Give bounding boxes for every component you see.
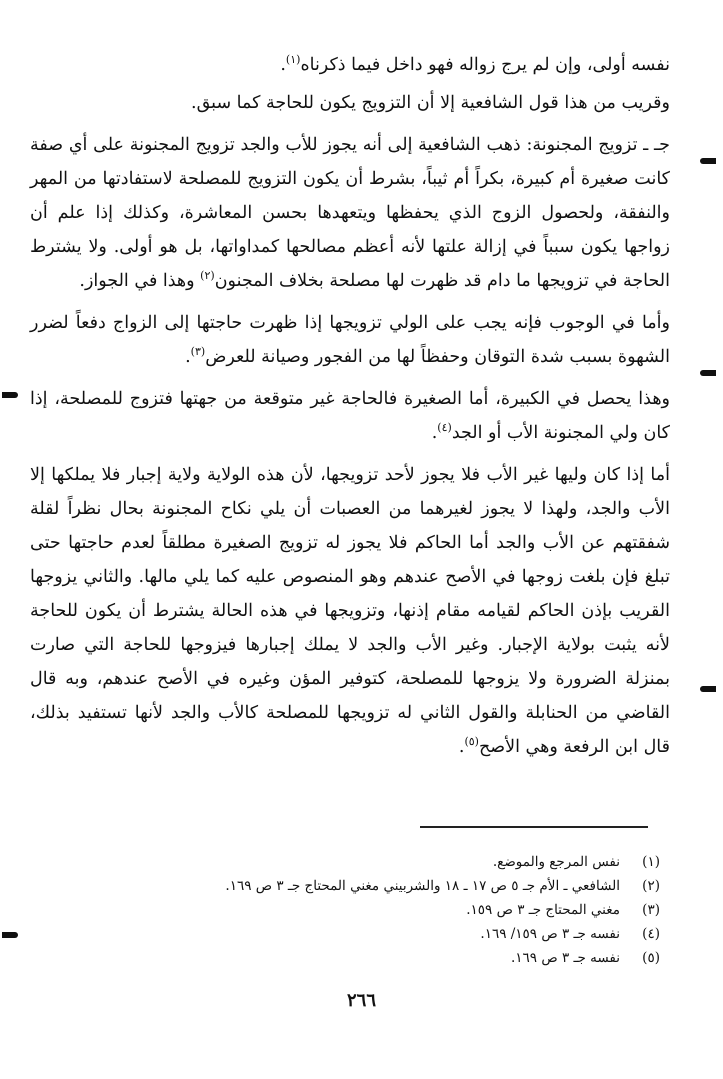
footnote-ref-3: (٣) bbox=[190, 345, 206, 359]
footnote bbox=[40, 946, 660, 970]
footnote bbox=[40, 898, 660, 922]
page-number: ٢٦٦ bbox=[346, 990, 376, 1011]
paragraph-4 bbox=[30, 306, 670, 374]
paragraph-6-text: أما إذا كان وليها غير الأب فلا يجوز لأحد تزويجها، لأن هذه الولاية ولاية إجبار فلا يملكها إلا الأب والجد، ولهذا لا يجوز لغيرهما من العصبات أن يلي نكاح المجنونة بحال نظراً لقلة شفقتهم عن الأب والجد أما الحاكم فلا يجوز له تزويج الصغيرة مطلقاً لعدم حاجتها حتى تبلغ فإن بلغت زوجها في الأصح عندهم وهو المنصوص عليه كما يلي مالها. والثاني يزوجها القريب بإذن الحاكم لقيامه مقام إذنها، وتزويجها في هذه الحالة يشترط أن يكون للحاجة لأنه يثبت بولاية الإجبار. وغير الأب والجد لا يملك إجبارها فيزوجها للحاجة التي صارت بمنزلة الضرورة ولا يزوجها للمصلحة، كتوفير المؤن وغيره في الأصح عندهم، وبه قال القاضي من الحنابلة والقول الثاني له تزويجها للمصلحة كالأب والجد لأنها تستفيد بذلك، قال ابن الرفعة وهي الأصح bbox=[30, 465, 670, 757]
paragraph-5-text: وهذا يحصل في الكبيرة، أما الصغيرة فالحاجة غير متوقعة من جهتها فتزوج للمصلحة، إذا كان ولي المجنونة الأب أو الجد bbox=[30, 389, 670, 443]
scan-mark bbox=[700, 686, 716, 692]
paragraph-6-tail: . bbox=[458, 737, 465, 757]
footnote-text: نفسه جـ ٣ ص ١٥٩/ ١٦٩. bbox=[480, 926, 620, 942]
paragraph-1-tail: . bbox=[280, 55, 286, 75]
footnote bbox=[40, 850, 660, 874]
footnote-divider bbox=[420, 826, 648, 828]
paragraph-3-tail: وهذا في الجواز. bbox=[79, 271, 201, 291]
footnote-number: (٣) bbox=[642, 902, 660, 918]
footnote-number: (٤) bbox=[642, 926, 660, 942]
paragraph-5 bbox=[30, 382, 670, 450]
paragraph-4-tail: . bbox=[185, 347, 191, 367]
footnote-text: نفسه جـ ٣ ص ١٦٩. bbox=[511, 950, 620, 966]
scan-mark bbox=[700, 158, 716, 164]
page-body bbox=[30, 48, 670, 772]
footnote-number: (٥) bbox=[642, 950, 660, 966]
paragraph-1 bbox=[30, 48, 670, 82]
paragraph-4-text: وأما في الوجوب فإنه يجب على الولي تزويجها إذا ظهرت حاجتها إلى الزواج دفعاً لضرر الشهوة بسبب شدة التوقان وحفظاً لها من الفجور وصيانة للعرض bbox=[30, 313, 670, 367]
footnote bbox=[40, 874, 660, 898]
scan-mark bbox=[2, 932, 18, 938]
footnote-ref-5: (٥) bbox=[464, 735, 479, 749]
footnote-text: مغني المحتاج جـ ٣ ص ١٥٩. bbox=[466, 902, 620, 918]
paragraph-3 bbox=[30, 128, 670, 298]
scan-mark bbox=[2, 392, 18, 398]
footnote bbox=[40, 922, 660, 946]
paragraph-2 bbox=[30, 86, 670, 120]
footnote-number: (١) bbox=[642, 854, 660, 870]
footnote-ref-4: (٤) bbox=[437, 421, 452, 435]
paragraph-1-text: نفسه أولى، وإن لم يرج زواله فهو داخل فيما ذكرناه bbox=[300, 55, 670, 75]
footnote-number: (٢) bbox=[642, 878, 660, 894]
paragraph-6 bbox=[30, 458, 670, 764]
footnote-text: الشافعي ـ الأم جـ ٥ ص ١٧ ـ ١٨ والشربيني مغني المحتاج جـ ٣ ص ١٦٩. bbox=[225, 878, 620, 894]
footnote-ref-1: (١) bbox=[285, 53, 301, 67]
footnote-text: نفس المرجع والموضع. bbox=[492, 854, 620, 870]
paragraph-3-text: جـ ـ تزويج المجنونة: ذهب الشافعية إلى أنه يجوز للأب والجد تزويج المجنونة على أي صفة كانت صغيرة أم كبيرة، بكراً أم ثيباً، بشرط أن يكون التزويج للمصلحة لاستفادتها من المهر والنفقة، ولحصول الزوج الذي يحفظها ويتعهدها بحسن المعاشرة، وكذلك إذا علم أن زواجها يكون سبباً في إزالة علتها لأنه أعظم مصالحها كمداواتها، بل هو أولى. ولا يشترط الحاجة في تزويجها ما دام قد ظهرت لها مصلحة بخلاف المجنون bbox=[30, 135, 670, 291]
paragraph-5-tail: . bbox=[431, 423, 438, 443]
scan-mark bbox=[700, 370, 716, 376]
footnote-ref-2: (٢) bbox=[200, 269, 215, 283]
footnotes bbox=[40, 850, 660, 970]
paragraph-2-text: وقريب من هذا قول الشافعية إلا أن التزويج يكون للحاجة كما سبق. bbox=[191, 93, 670, 113]
